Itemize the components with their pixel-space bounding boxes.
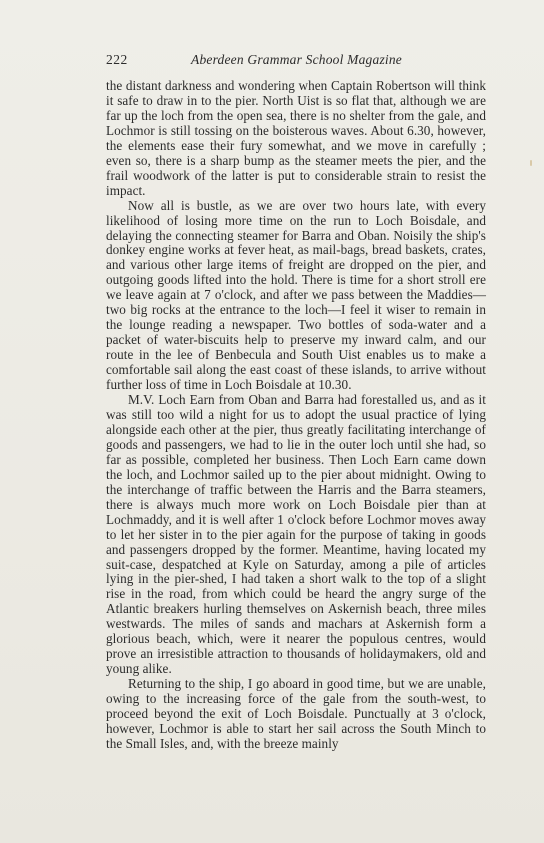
paragraph-4: Returning to the ship, I go aboard in good time, but we are unable, owing to the increasing force of the gale from the south-west, to proceed beyond the exit of Loch Boisdale. Punctually at 3 o'clock, however, Lochmor is able to start her sail across the South Minch to the Small Isles, and, with the breeze mainly bbox=[106, 676, 486, 751]
paragraph-1: the distant darkness and wondering when Captain Robertson will think it safe to draw in to the pier. North Uist is so flat that, although we are far up the loch from the open sea, there is no shelter from the gale, and Lochmor is still tossing on the boisterous waves. About 6.30, however, the elements ease their fury somewhat, and we move in carefully ; even so, there is a sharp bump as the steamer meets the pier, and the frail woodwork of the latter is put to considerable strain to resist the impact. bbox=[106, 78, 486, 198]
paragraph-2: Now all is bustle, as we are over two hours late, with every likelihood of losing more time on the run to Loch Boisdale, and delaying the connecting steamer for Barra and Oban. Noisily the ship's donkey engine works at fever heat, as mail-bags, bread baskets, crates, and various other large items of freight are dropped on the pier, and outgoing goods lifted into the hold. There is time for a short stroll ere we leave again at 7 o'clock, and after we pass between the Maddies—two big rocks at the entrance to the loch—I feel it wiser to remain in the lounge reading a newspaper. Two bottles of soda-water and a packet of water-biscuits help to preserve my inward calm, and our route in the lee of Benbecula and South Uist enables us to make a comfortable sail along the east coast of these islands, to arrive without further loss of time in Loch Boisdale at 10.30. bbox=[106, 197, 486, 393]
page-header bbox=[106, 52, 486, 72]
page-number: 222 bbox=[106, 52, 128, 67]
running-title: Aberdeen Grammar School Magazine bbox=[191, 52, 402, 67]
article-body bbox=[106, 79, 486, 752]
paragraph-3: M.V. Loch Earn from Oban and Barra had forestalled us, and as it was still too wild a night for us to adopt the usual practice of lying alongside each other at the pier, thus greatly facilitating interchange of goods and passengers, we had to lie in the outer loch until she had, so far as possible, completed her business. Then Loch Earn came down the loch, and Lochmor sailed up to the pier about midnight. Owing to the interchange of traffic between the Harris and the Barra steamers, there is always much more work on Loch Boisdale pier than at Lochmaddy, and it is well after 1 o'clock before Lochmor moves away to let her sister in to the pier again for the purpose of taking in goods and passengers dropped by the former. Meantime, having located my suit-case, despatched at Kyle on Saturday, among a pile of articles lying in the pier-shed, I had taken a short walk to the top of a slight rise in the road, from which could be heard the angry surge of the Atlantic breakers hurling themselves on Askernish beach, three miles westwards. The miles of sands and machars at Askernish form a glorious beach, which, were it nearer the populous centres, would prove an irresistible attraction to thousands of holidaymakers, old and young alike. bbox=[106, 392, 486, 677]
paper-speck bbox=[530, 160, 532, 166]
